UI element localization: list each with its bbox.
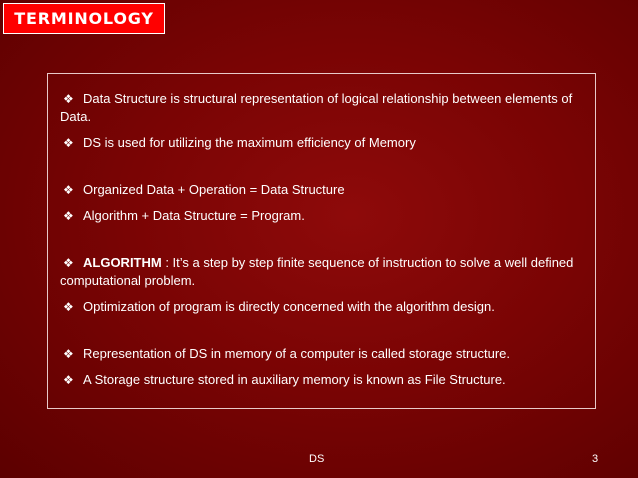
- bullet-item: [60, 207, 595, 225]
- footer-label: DS: [309, 453, 325, 465]
- bullet-item: [60, 345, 595, 363]
- bullet-text: Optimization of program is directly concerned with the algorithm design.: [83, 299, 495, 314]
- page-number: 3: [592, 453, 599, 465]
- bullet-item: [60, 90, 595, 125]
- bullet-diamond-icon: ❖: [63, 183, 74, 197]
- bullet-text: Data Structure is structural representation of logical relationship between elements of Data.: [60, 91, 573, 124]
- content-box: [47, 73, 596, 409]
- bullet-item: [60, 134, 595, 152]
- bullet-text: DS is used for utilizing the maximum efficiency of Memory: [83, 135, 416, 150]
- bullet-term-algorithm: ALGORITHM: [83, 255, 162, 270]
- bullet-item: [60, 181, 595, 199]
- bullet-text: Representation of DS in memory of a computer is called storage structure.: [83, 346, 511, 361]
- bullet-item: [60, 254, 595, 289]
- slide-title: TERMINOLOGY: [14, 9, 154, 28]
- slide-title-box: [3, 3, 165, 34]
- bullet-item: [60, 298, 595, 316]
- bullet-item: [60, 371, 595, 389]
- bullet-diamond-icon: ❖: [63, 347, 74, 361]
- bullet-diamond-icon: ❖: [63, 373, 74, 387]
- bullet-diamond-icon: ❖: [63, 256, 74, 270]
- bullet-diamond-icon: ❖: [63, 300, 74, 314]
- bullet-diamond-icon: ❖: [63, 209, 74, 223]
- bullet-text: Organized Data + Operation = Data Structure: [83, 182, 345, 197]
- bullet-diamond-icon: ❖: [63, 136, 74, 150]
- bullet-text: : It’s a step by step finite sequence of instruction to solve a well defined computational problem.: [60, 255, 574, 288]
- bullet-text: Algorithm + Data Structure = Program.: [83, 208, 305, 223]
- bullet-diamond-icon: ❖: [63, 92, 74, 106]
- bullet-text: A Storage structure stored in auxiliary memory is known as File Structure.: [83, 372, 506, 387]
